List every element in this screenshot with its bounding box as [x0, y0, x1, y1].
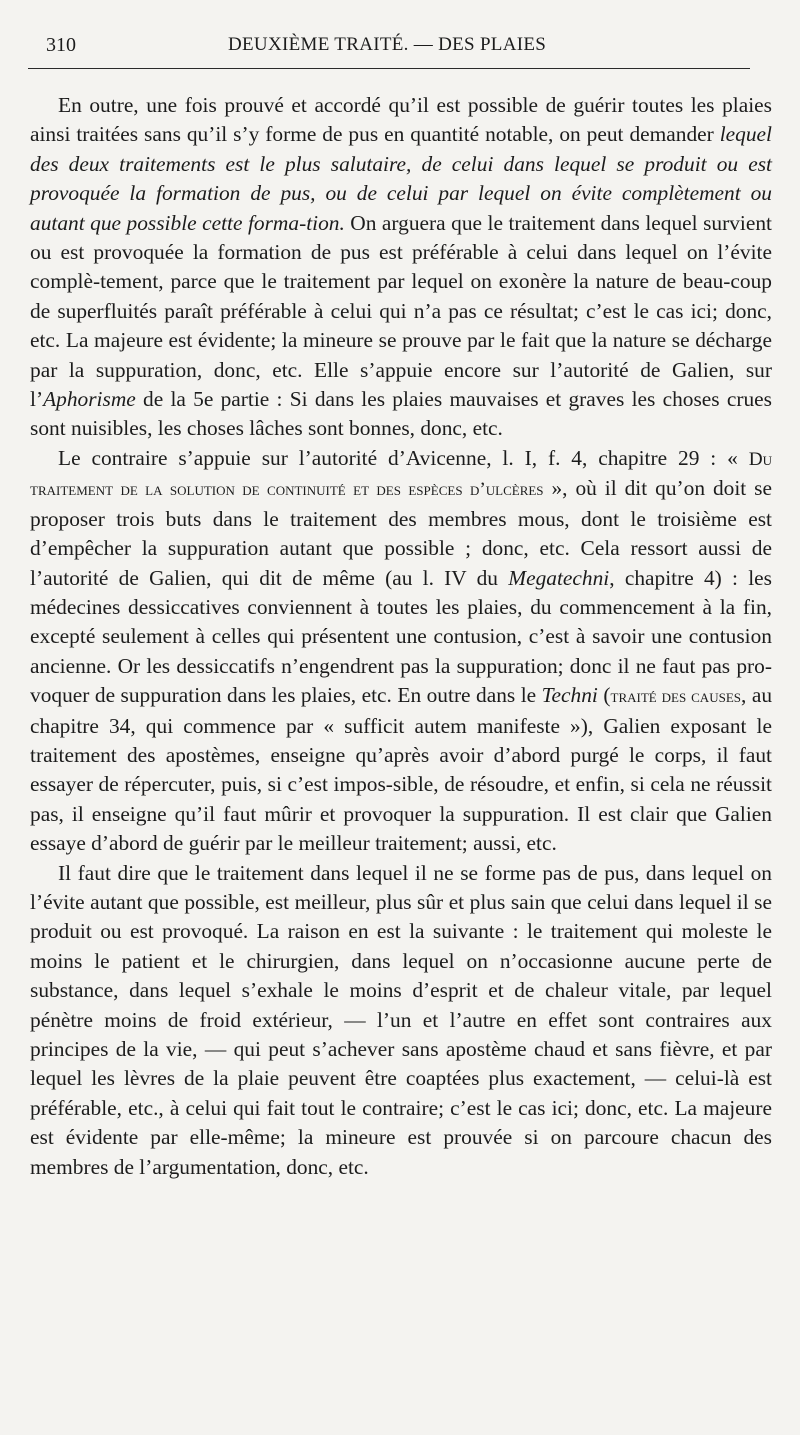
text-run: On arguera que le traitement dans lequel survient ou est provoquée la formation de pus est préférable à celui dans lequel on l’évite complè-tement, parce que le traitement par lequel on exonère la nature de beau-coup de superfluités paraît préférable à celui qui n’a pas ce résultat; c’est le cas ici; donc, etc. La majeure est évidente; la mineure se prouve par le fait que la nature se décharge par la suppuration, donc, etc. Elle s’appuie encore sur l’autorité de Galien, sur l’	[30, 210, 772, 412]
text-run: En outre, une fois prouvé et accordé qu’il est possible de guérir toutes les plaies ainsi traitées sans qu’il s’y forme de pus en quantité notable, on peut demander	[30, 93, 772, 147]
paragraph-1	[30, 91, 772, 444]
page-header	[28, 28, 750, 69]
smallcaps-chapter-title: Du traitement de la solution de continuité et des espèces d’ulcères	[30, 448, 772, 501]
page-number: 310	[46, 34, 76, 56]
paragraph-3: Il faut dire que le traitement dans lequel il ne se forme pas de pus, dans lequel on l’évite autant que possible, est meilleur, plus sûr et plus sain que celui dans lequel il se produit ou est provoqué. La raison en est la suivante : le traitement qui moleste le moins le patient et le chirurgien, dans lequel on n’occasionne aucune perte de substance, dans lequel s’exhale le moins d’esprit et de chaleur vitale, par lequel pénètre moins de froid extérieur, — l’un et l’autre en effet sont contraires aux principes de la vie, — qui peut s’achever sans apostème chaud et sans fièvre, et par lequel les lèvres de la plaie peuvent être coaptées plus exactement, — celui-là est préférable, etc., à celui qui fait tout le contraire; c’est le cas ici; donc, etc. La majeure est évidente par elle-même; la mineure est prouvée si on parcoure chacun des membres de l’argumentation, donc, etc.	[30, 860, 772, 1179]
running-title: DEUXIÈME TRAITÉ. — DES PLAIES	[228, 34, 547, 55]
text-run: , chapitre 4) : les médecines dessiccatives conviennent à toutes les plaies, du commencement à la fin, excepté seulement à celles qui présentent une contusion, c’est à savoir une contusion ancienne. Or les dessiccatifs n’engendrent pas la suppuration; donc il ne faut pas pro-voquer de suppuration dans les plaies, etc. En outre dans le	[30, 565, 772, 708]
text-run: de la 5e partie : Si dans les plaies mauvaises et graves les choses crues sont nuisibles, les choses lâches sont bonnes, donc, etc.	[30, 387, 772, 441]
italic-title-aphorisme: Aphorisme	[43, 387, 136, 412]
text-run: (	[597, 683, 611, 708]
text-run: , au chapitre 34, qui commence par « sufficit autem manifeste »), Galien exposant le traitement des apostèmes, enseigne qu’après avoir d’abord purgé le corps, il faut essayer de répercuter, puis, si c’est impos-sible, de résoudre, et enfin, si cela ne réussit pas, il enseigne qu’il faut mûrir et provoquer la suppuration. Il est clair que Galien essaye d’abord de guérir par le meilleur traitement; aussi, etc.	[30, 683, 773, 856]
smallcaps-treatise-title: traité des causes	[610, 686, 741, 708]
italic-title-megatechni: Megatechni	[508, 565, 610, 590]
italic-question: lequel des deux traitements est le plus salutaire, de celui dans lequel se produit ou est provoquée la formation de pus, ou de celui par lequel on évite complètement ou autant que possible cette forma-tion.	[30, 122, 772, 235]
text-body	[30, 91, 772, 1182]
text-run: Le contraire s’appuie sur l’autorité d’Avicenne, l. I, f. 4, chapitre 29 : «	[58, 445, 749, 470]
italic-title-techni: Techni	[541, 683, 598, 708]
paragraph-2	[30, 444, 772, 859]
text-run: », où il dit qu’on doit se proposer trois buts dans le traitement des membres mous, dont le troisième est d’empêcher la suppuration autant que possible ; donc, etc. Cela ressort aussi de l’autorité de Galien, qui dit de même (au l. IV du	[30, 476, 772, 590]
